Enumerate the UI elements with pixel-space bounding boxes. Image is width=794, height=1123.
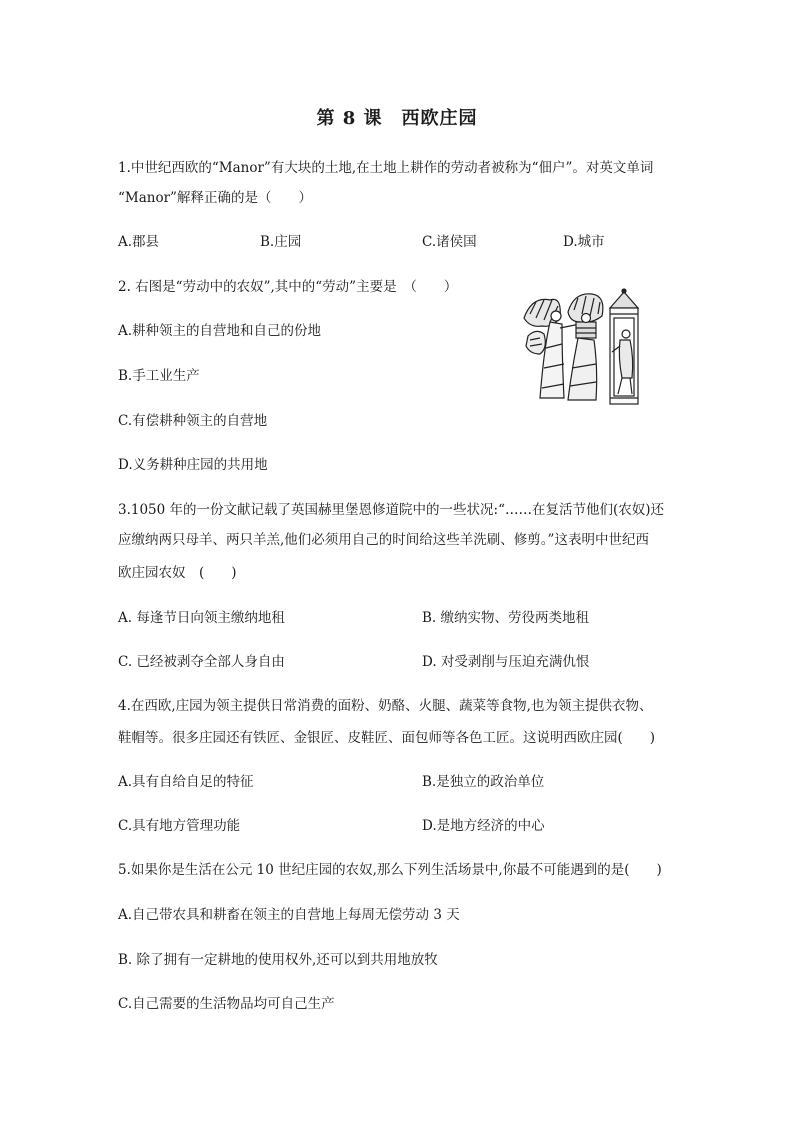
q4-option-a: A.具有自给自足的特征: [118, 774, 254, 790]
serfs-laboring-illustration: [522, 288, 644, 408]
q1-option-b: B.庄园: [260, 234, 302, 250]
q3-option-a: A. 每逢节日向领主缴纳地租: [118, 610, 285, 626]
q2-option-d: D.义务耕种庄园的共用地: [118, 457, 268, 473]
q4-option-c: C.具有地方管理功能: [118, 818, 241, 834]
q4-stem-line2: 鞋帽等。很多庄园还有铁匠、金银匠、皮鞋匠、面包师等各色工匠。这说明西欧庄园( ): [118, 730, 656, 746]
q4-stem-line1: 4.在西欧,庄园为领主提供日常消费的面粉、奶酪、火腿、蔬菜等食物,也为领主提供衣物、: [118, 698, 653, 714]
q1-stem-line2: “Manor”解释正确的是（ ）: [118, 190, 312, 206]
q3-option-d: D. 对受剥削与压迫充满仇恨: [422, 654, 590, 670]
page-title: 第 8 课 西欧庄园: [316, 108, 478, 129]
q3-stem-line3: 欧庄园农奴 ( ): [118, 565, 237, 581]
q3-option-b: B. 缴纳实物、劳役两类地租: [422, 610, 590, 626]
q2-option-a: A.耕种领主的自营地和自己的份地: [118, 323, 322, 339]
q2-stem: 2. 右图是“劳动中的农奴”,其中的“劳动”主要是 （ ）: [118, 279, 458, 295]
q1-option-c: C.诸侯国: [422, 234, 477, 250]
q5-stem: 5.如果你是生活在公元 10 世纪庄园的农奴,那么下列生活场景中,你最不可能遇到的是( ): [118, 862, 662, 878]
q5-option-a: A.自己带农具和耕畜在领主的自营地上每周无偿劳动 3 天: [118, 907, 460, 923]
q4-option-b: B.是独立的政治单位: [422, 774, 545, 790]
q1-option-a: A.郡县: [118, 234, 160, 250]
q1-option-d: D.城市: [563, 234, 605, 250]
q1-stem-line1: 1.中世纪西欧的“Manor”有大块的土地,在土地上耕作的劳动者被称为“佃户”。对英文单词: [118, 160, 654, 176]
q2-option-c: C.有偿耕种领主的自营地: [118, 413, 268, 429]
q4-option-d: D.是地方经济的中心: [422, 818, 545, 834]
q5-option-c: C.自己需要的生活物品均可自己生产: [118, 996, 335, 1012]
q3-stem-line2: 应缴纳两只母羊、两只羊羔,他们必须用自己的时间给这些羊洗刷、修剪。”这表明中世纪西: [118, 532, 649, 548]
q2-option-b: B.手工业生产: [118, 368, 200, 384]
q3-stem-line1: 3.1050 年的一份文献记载了英国赫里堡恩修道院中的一些状况:“……在复活节他们(农奴)还: [118, 502, 665, 518]
q5-option-b: B. 除了拥有一定耕地的使用权外,还可以到共用地放牧: [118, 952, 438, 968]
q3-option-c: C. 已经被剥夺全部人身自由: [118, 654, 285, 670]
